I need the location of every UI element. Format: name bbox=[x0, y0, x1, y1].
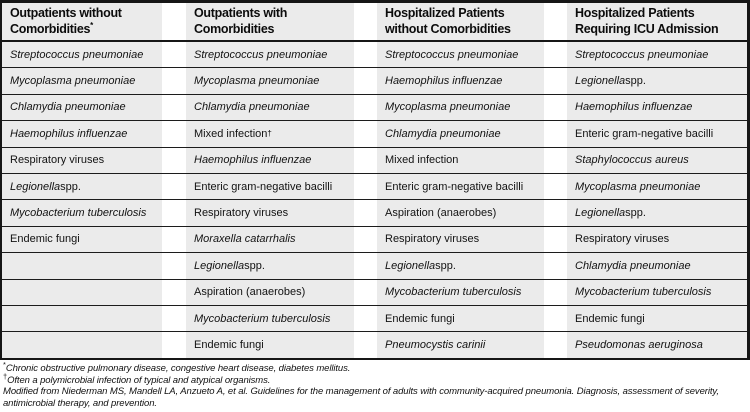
table-row bbox=[2, 174, 747, 200]
column-gutter bbox=[544, 121, 567, 146]
column-gutter bbox=[162, 121, 186, 146]
table-cell: Chlamydia pneumoniae bbox=[377, 121, 544, 146]
table-cell: Aspiration (anaerobes) bbox=[377, 200, 544, 225]
column-gutter bbox=[354, 95, 377, 120]
table-cell: Haemophilus influenzae bbox=[567, 95, 747, 120]
column-gutter bbox=[544, 42, 567, 67]
column-gutter bbox=[162, 200, 186, 225]
column-gutter bbox=[544, 253, 567, 278]
column-header: Outpatients with Comorbidities bbox=[186, 3, 354, 40]
column-gutter bbox=[544, 332, 567, 357]
table-row bbox=[2, 280, 747, 306]
footnote-marker: * bbox=[3, 359, 6, 369]
column-gutter bbox=[162, 42, 186, 67]
column-gutter bbox=[162, 253, 186, 278]
table-cell: Mycoplasma pneumoniae bbox=[2, 68, 162, 93]
column-gutter bbox=[544, 306, 567, 331]
column-gutter bbox=[544, 227, 567, 252]
footnote-line: *Chronic obstructive pulmonary disease, congestive heart disease, diabetes mellitus. bbox=[3, 359, 351, 374]
table-cell: Aspiration (anaerobes) bbox=[186, 280, 354, 305]
table-cell: Staphylococcus aureus bbox=[567, 148, 747, 173]
column-gutter bbox=[162, 68, 186, 93]
column-gutter bbox=[354, 121, 377, 146]
table-cell: Moraxella catarrhalis bbox=[186, 227, 354, 252]
footnote-line: Modified from Niederman MS, Mandell LA, Anzueto A, et al. Guidelines for the management of adults with community-acquired pneumonia. Diagnosis, assessment of severity, antimicrobial therapy, and prevention. bbox=[3, 386, 719, 409]
table-cell: Mycoplasma pneumoniae bbox=[186, 68, 354, 93]
table-cell: Legionella spp. bbox=[567, 200, 747, 225]
table-cell: Mycobacterium tuberculosis bbox=[567, 280, 747, 305]
column-gutter bbox=[354, 42, 377, 67]
column-gutter bbox=[544, 95, 567, 120]
table-cell: Respiratory viruses bbox=[2, 148, 162, 173]
column-gutter bbox=[162, 95, 186, 120]
table-row bbox=[2, 68, 747, 94]
table-cell: Mycobacterium tuberculosis bbox=[377, 280, 544, 305]
table-row bbox=[2, 95, 747, 121]
table-row bbox=[2, 148, 747, 174]
table-cell: Chlamydia pneumoniae bbox=[2, 95, 162, 120]
column-gutter bbox=[544, 200, 567, 225]
table-cell: Mixed infection bbox=[377, 148, 544, 173]
table-cell: Endemic fungi bbox=[377, 306, 544, 331]
table-row bbox=[2, 227, 747, 253]
column-header: Hospitalized Patients without Comorbidities bbox=[377, 3, 544, 40]
table-cell: Pneumocystis carinii bbox=[377, 332, 544, 357]
column-gutter bbox=[162, 174, 186, 199]
table-cell bbox=[2, 280, 162, 305]
column-gutter bbox=[544, 174, 567, 199]
table-cell bbox=[2, 332, 162, 357]
column-gutter bbox=[354, 200, 377, 225]
column-gutter bbox=[354, 280, 377, 305]
column-gutter bbox=[162, 332, 186, 357]
table-cell: Mycobacterium tuberculosis bbox=[186, 306, 354, 331]
column-gutter bbox=[162, 280, 186, 305]
table-row bbox=[2, 332, 747, 357]
column-gutter bbox=[544, 68, 567, 93]
table-cell: Endemic fungi bbox=[186, 332, 354, 357]
table-cell bbox=[2, 306, 162, 331]
table-cell: Endemic fungi bbox=[567, 306, 747, 331]
column-header: Outpatients without Comorbidities* bbox=[2, 3, 162, 40]
table-cell: Legionella spp. bbox=[377, 253, 544, 278]
table-row bbox=[2, 121, 747, 147]
footnotes bbox=[3, 359, 747, 409]
table-cell: Mycobacterium tuberculosis bbox=[2, 200, 162, 225]
column-gutter bbox=[354, 253, 377, 278]
column-gutter bbox=[354, 148, 377, 173]
table-row bbox=[2, 306, 747, 332]
header-footnote-marker: * bbox=[90, 20, 93, 30]
column-gutter bbox=[544, 3, 567, 40]
footnote-marker: † bbox=[3, 371, 8, 381]
table-cell bbox=[2, 253, 162, 278]
column-gutter bbox=[162, 227, 186, 252]
table-cell: Legionella spp. bbox=[567, 68, 747, 93]
table-cell: Respiratory viruses bbox=[567, 227, 747, 252]
table-cell: Streptococcus pneumoniae bbox=[186, 42, 354, 67]
column-gutter bbox=[354, 306, 377, 331]
column-header: Hospitalized Patients Requiring ICU Admission bbox=[567, 3, 747, 40]
table-row bbox=[2, 253, 747, 279]
table-cell: Haemophilus influenzae bbox=[377, 68, 544, 93]
table-cell: Legionella spp. bbox=[186, 253, 354, 278]
table-cell: Mixed infection † bbox=[186, 121, 354, 146]
table-cell: Chlamydia pneumoniae bbox=[186, 95, 354, 120]
column-gutter bbox=[354, 3, 377, 40]
table-cell: Respiratory viruses bbox=[186, 200, 354, 225]
table-cell: Streptococcus pneumoniae bbox=[567, 42, 747, 67]
table-cell: Enteric gram-negative bacilli bbox=[567, 121, 747, 146]
column-gutter bbox=[354, 332, 377, 357]
column-gutter bbox=[162, 148, 186, 173]
table-cell: Pseudomonas aeruginosa bbox=[567, 332, 747, 357]
column-gutter bbox=[354, 174, 377, 199]
table-row bbox=[2, 200, 747, 226]
column-gutter bbox=[544, 280, 567, 305]
column-gutter bbox=[162, 3, 186, 40]
table-body bbox=[2, 42, 747, 358]
table-header-row bbox=[2, 3, 747, 42]
table-cell: Chlamydia pneumoniae bbox=[567, 253, 747, 278]
table-cell: Mycoplasma pneumoniae bbox=[567, 174, 747, 199]
column-gutter bbox=[354, 68, 377, 93]
table-cell: Streptococcus pneumoniae bbox=[2, 42, 162, 67]
table-cell: Mycoplasma pneumoniae bbox=[377, 95, 544, 120]
table-cell: Haemophilus influenzae bbox=[2, 121, 162, 146]
footnote-line: †Often a polymicrobial infection of typical and atypical organisms. bbox=[3, 371, 271, 386]
table-cell: Enteric gram-negative bacilli bbox=[186, 174, 354, 199]
column-gutter bbox=[544, 148, 567, 173]
column-gutter bbox=[162, 306, 186, 331]
table-cell: Enteric gram-negative bacilli bbox=[377, 174, 544, 199]
column-gutter bbox=[354, 227, 377, 252]
table-cell: Respiratory viruses bbox=[377, 227, 544, 252]
table-cell: Endemic fungi bbox=[2, 227, 162, 252]
table-cell: Haemophilus influenzae bbox=[186, 148, 354, 173]
table-cell: Streptococcus pneumoniae bbox=[377, 42, 544, 67]
table-cell: Legionella spp. bbox=[2, 174, 162, 199]
table-row bbox=[2, 42, 747, 68]
